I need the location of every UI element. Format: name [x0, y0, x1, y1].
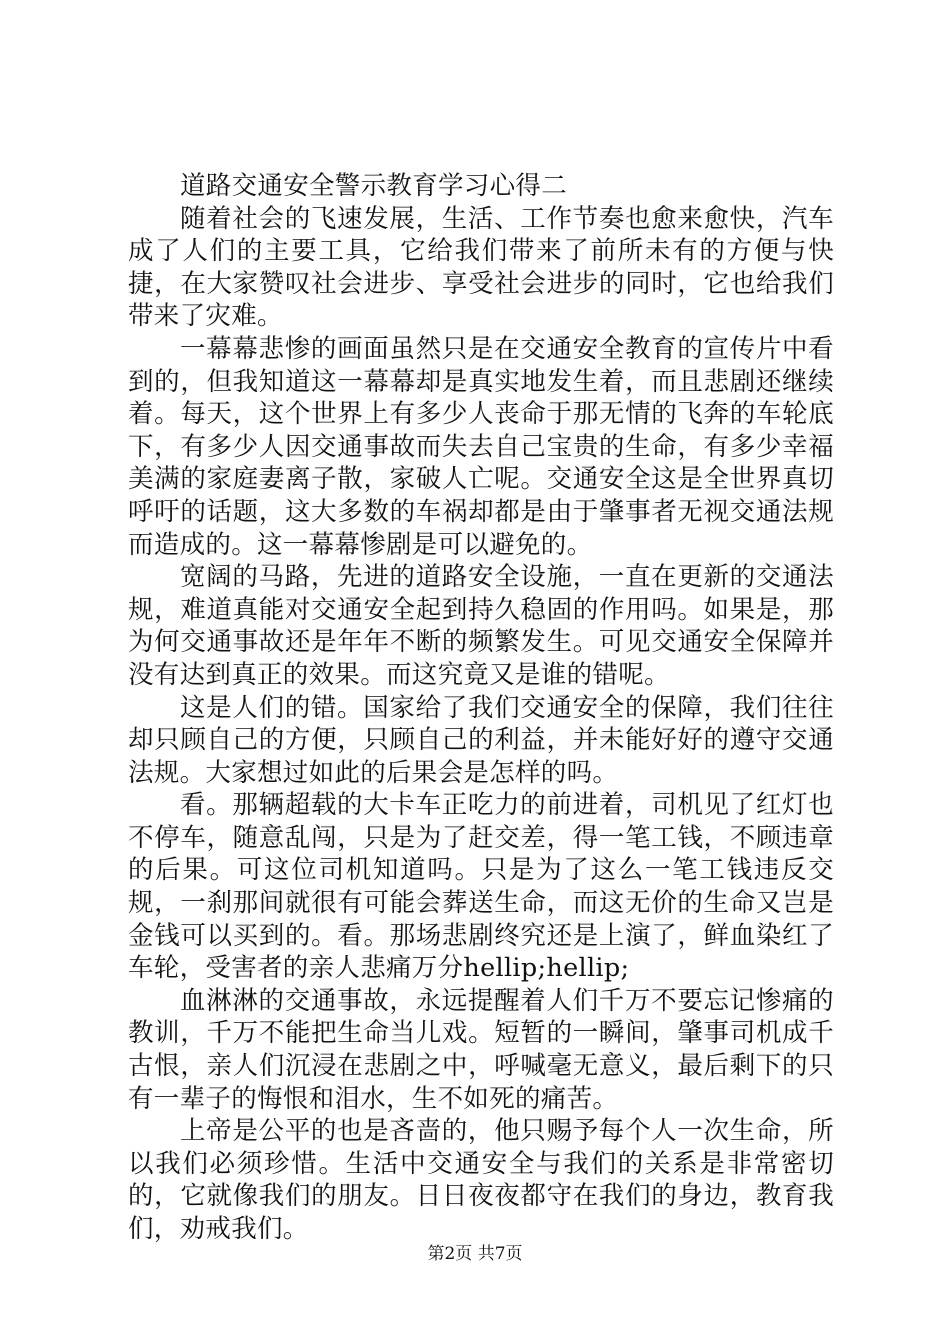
- paragraph: 一幕幕悲惨的画面虽然只是在交通安全教育的宣传片中看到的，但我知道这一幕幕却是真实地发生着，而且悲剧还继续着。每天，这个世界上有多少人丧命于那无情的飞奔的车轮底下，有多少人因交通事故而失去自己宝贵的生命，有多少幸福美满的家庭妻离子散，家破人亡呢。交通安全这是全世界真切呼吁的话题，这大多数的车祸却都是由于肇事者无视交通法规而造成的。这一幕幕惨剧是可以避免的。: [128, 333, 834, 560]
- document-body: [128, 170, 834, 1246]
- paragraph: 上帝是公平的也是吝啬的，他只赐予每个人一次生命，所以我们必须珍惜。生活中交通安全与我们的关系是非常密切的，它就像我们的朋友。日日夜夜都守在我们的身边，教育我们，劝戒我们。: [128, 1116, 834, 1244]
- paragraph: 血淋淋的交通事故，永远提醒着人们千万不要忘记惨痛的教训，千万不能把生命当儿戏。短暂的一瞬间，肇事司机成千古恨，亲人们沉浸在悲剧之中，呼喊毫无意义，最后剩下的只有一辈子的悔恨和泪水，生不如死的痛苦。: [128, 985, 834, 1114]
- page-number-footer: 第2页 共7页: [427, 1244, 523, 1264]
- paragraph: 这是人们的错。国家给了我们交通安全的保障，我们往往却只顾自己的方便，只顾自己的利益，并未能好好的遵守交通法规。大家想过如此的后果会是怎样的吗。: [128, 692, 834, 788]
- paragraph: 宽阔的马路，先进的道路安全设施，一直在更新的交通法规，难道真能对交通安全起到持久稳固的作用吗。如果是，那为何交通事故还是年年不断的频繁发生。可见交通安全保障并没有达到真正的效果。而这究竟又是谁的错呢。: [128, 562, 834, 690]
- document-title: 道路交通安全警示教育学习心得二: [180, 171, 568, 201]
- paragraph: 看。那辆超载的大卡车正吃力的前进着，司机见了红灯也不停车，随意乱闯，只是为了赶交差，得一笔工钱，不顾违章的后果。可这位司机知道吗。只是为了这么一笔工钱违反交规，一刹那间就很有可能会葬送生命，而这无价的生命又岂是金钱可以买到的。看。那场悲剧终究还是上演了，鲜血染红了车轮，受害者的亲人悲痛万分hellip;hellip;: [128, 790, 834, 984]
- paragraph: 随着社会的飞速发展，生活、工作节奏也愈来愈快，汽车成了人们的主要工具，它给我们带来了前所未有的方便与快捷，在大家赞叹社会进步、享受社会进步的同时，它也给我们带来了灾难。: [128, 203, 834, 332]
